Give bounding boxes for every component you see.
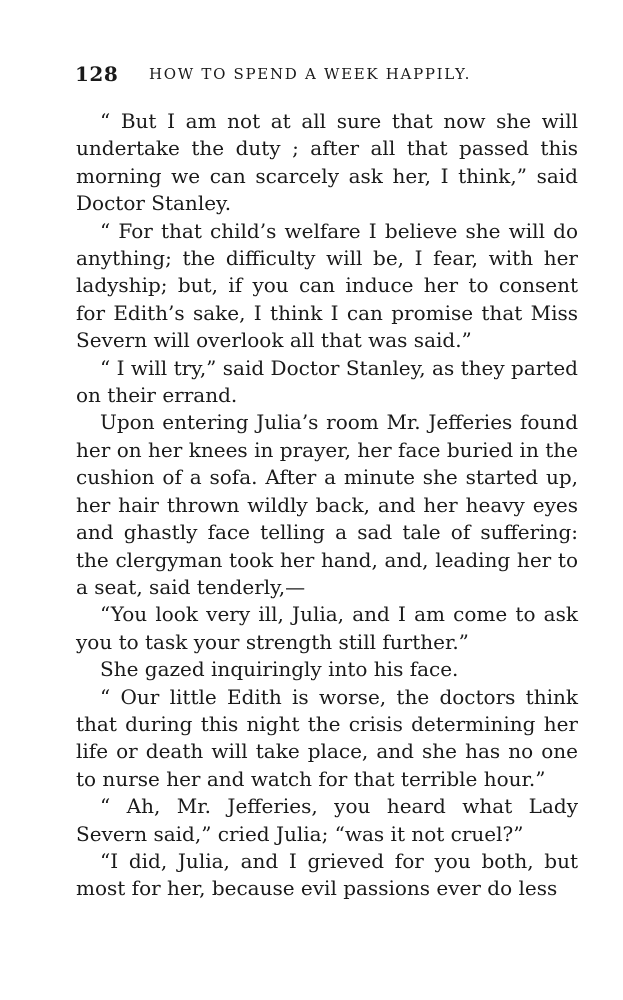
paragraph: “ I will try,” said Doctor Stanley, as they parted on their errand.: [76, 355, 578, 408]
page-header: [75, 62, 575, 90]
paragraph: “I did, Julia, and I grieved for you both, but most for her, because evil passions ever do less: [76, 848, 578, 901]
paragraph: She gazed inquiringly into his face.: [100, 657, 459, 682]
paragraph: “ For that child’s welfare I believe she will do anything; the difficulty will be, I fear, with her ladyship; but, if you can induce her to consent for Edith’s sake, I think I can promise that Miss Severn will overlook all that was said.”: [76, 218, 578, 353]
page-number: 128: [75, 62, 119, 86]
paragraph: “ Our little Edith is worse, the doctors think that during this night the crisis determining her life or death will take place, and she has no one to nurse her and watch for that terrible hour.”: [76, 684, 578, 791]
paragraph: “You look very ill, Julia, and I am come to ask you to task your strength still further.”: [76, 602, 578, 654]
paragraph: Upon entering Julia’s room Mr. Jefferies found her on her knees in prayer, her face buried in the cushion of a sofa. After a minute she started up, her hair thrown wildly back, and her heavy eyes and ghastly face telling a sad tale of suffering: the clergyman took her hand, and, leading her to a seat, said tenderly,—: [76, 410, 578, 599]
paragraph: “ Ah, Mr. Jefferies, you heard what Lady Severn said,” cried Julia; “was it not cruel?”: [76, 794, 578, 846]
body-text: [76, 108, 578, 903]
paragraph: “ But I am not at all sure that now she will undertake the duty ; after all that passed this morning we can scarcely ask her, I think,” said Doctor Stanley.: [76, 109, 578, 216]
running-head: HOW TO SPEND A WEEK HAPPILY.: [149, 65, 472, 83]
